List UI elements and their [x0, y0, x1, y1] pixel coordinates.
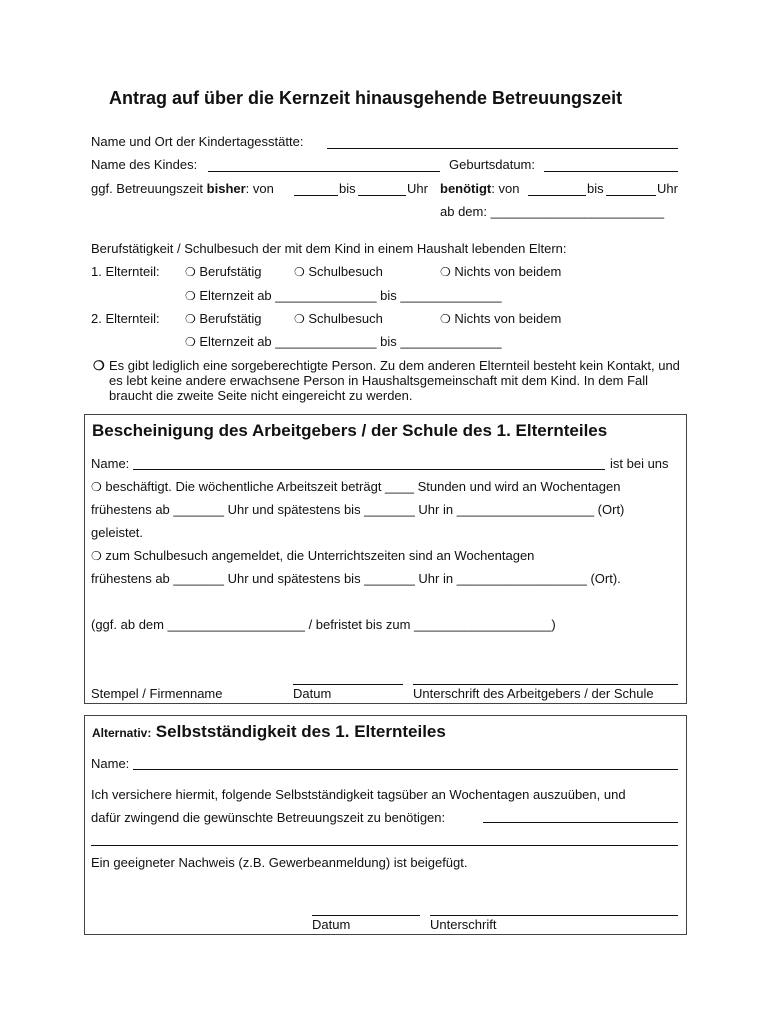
radio-circle-icon: ❍	[440, 265, 451, 279]
single-parent-radio-icon[interactable]: ❍	[93, 358, 105, 373]
elternzeit-label: Elternzeit ab ______________ bis ______________	[199, 288, 502, 303]
self-name-field[interactable]	[133, 769, 678, 770]
ab-dem-field[interactable]: ab dem: ________________________	[440, 204, 665, 219]
birthdate-field[interactable]	[544, 171, 678, 172]
radio-circle-icon: ❍	[294, 312, 305, 326]
care-time-prefix: ggf. Betreuungszeit	[91, 181, 204, 196]
none-label: Nichts von beidem	[454, 311, 562, 326]
none-label: Nichts von beidem	[454, 264, 562, 279]
self-date-line[interactable]	[312, 915, 420, 916]
radio-circle-icon: ❍	[185, 265, 196, 279]
school-option[interactable]	[91, 548, 534, 564]
parent1-none-option[interactable]	[440, 264, 561, 280]
radio-circle-icon: ❍	[185, 289, 196, 303]
kita-field[interactable]	[327, 148, 678, 149]
assurance-line-2: dafür zwingend die gewünschte Betreuungszeit zu benötigen:	[91, 810, 446, 825]
stamp-label: Stempel / Firmenname	[91, 686, 223, 701]
earliest-line-2[interactable]: frühestens ab _______ Uhr und spätestens bis _______ Uhr in __________________ (Ort).	[91, 571, 621, 586]
care-uhr-label: Uhr	[407, 181, 428, 196]
assurance-line-1: Ich versichere hiermit, folgende Selbstständigkeit tagsüber an Wochentagen auszuüben, und	[91, 787, 626, 802]
parent1-work-option[interactable]	[185, 264, 262, 280]
radio-circle-icon: ❍	[294, 265, 305, 279]
alternative-label: Alternativ:	[92, 726, 152, 740]
care-time-row	[91, 181, 274, 197]
parent1-school-option[interactable]	[294, 264, 383, 280]
self-signature-line[interactable]	[430, 915, 678, 916]
self-activity-field-2[interactable]	[91, 845, 678, 846]
performed-text: geleistet.	[91, 525, 144, 540]
school-label: Schulbesuch	[308, 311, 383, 326]
self-heading: Selbstständigkeit des 1. Elternteiles	[155, 722, 446, 741]
needed-row	[440, 181, 519, 197]
work-label: Berufstätig	[199, 264, 262, 279]
earliest-line-1[interactable]: frühestens ab _______ Uhr und spätestens bis _______ Uhr in ___________________ (Ort)	[91, 502, 625, 517]
parents-intro: Berufstätigkeit / Schulbesuch der mit dem Kind in einem Haushalt lebenden Eltern:	[91, 241, 567, 256]
radio-circle-icon: ❍	[185, 335, 196, 349]
work-label: Berufstätig	[199, 311, 262, 326]
school-text: zum Schulbesuch angemeldet, die Unterrichtszeiten sind an Wochentagen	[105, 548, 535, 563]
radio-circle-icon: ❍	[91, 549, 102, 563]
employed-option[interactable]	[91, 479, 620, 495]
self-name-label: Name:	[91, 756, 130, 771]
parent2-none-option[interactable]	[440, 311, 561, 327]
parent2-elternzeit-option[interactable]	[185, 334, 502, 350]
kita-label: Name und Ort der Kindertagesstätte:	[91, 134, 304, 149]
employer-date-label: Datum	[293, 686, 332, 701]
parent2-label: 2. Elternteil:	[91, 311, 160, 326]
parent2-work-option[interactable]	[185, 311, 262, 327]
child-name-field[interactable]	[208, 171, 440, 172]
care-to-field[interactable]	[358, 195, 406, 196]
page-title: Antrag auf über die Kernzeit hinausgehende Betreuungszeit	[109, 88, 623, 108]
child-name-label: Name des Kindes:	[91, 157, 198, 172]
employer-signature-line[interactable]	[413, 684, 678, 685]
radio-circle-icon: ❍	[91, 480, 102, 494]
needed-uhr-label: Uhr	[657, 181, 678, 196]
needed-from-field[interactable]	[528, 195, 586, 196]
care-bis-label: bis	[339, 181, 356, 196]
needed-von: : von	[491, 181, 520, 196]
self-signature-label: Unterschrift	[430, 917, 497, 932]
parent1-label: 1. Elternteil:	[91, 264, 160, 279]
employer-date-line[interactable]	[293, 684, 403, 685]
care-from-field[interactable]	[294, 195, 338, 196]
needed-bis-label: bis	[587, 181, 604, 196]
self-date-label: Datum	[312, 917, 351, 932]
needed-label: benötigt	[440, 181, 492, 196]
from-date-line[interactable]: (ggf. ab dem ___________________ / befristet bis zum ___________________)	[91, 617, 556, 632]
employer-heading: Bescheinigung des Arbeitgebers / der Schule des 1. Elternteiles	[92, 421, 608, 440]
employer-name-field[interactable]	[133, 469, 605, 470]
radio-circle-icon: ❍	[440, 312, 451, 326]
birthdate-label: Geburtsdatum:	[449, 157, 535, 172]
care-time-von: : von	[245, 181, 274, 196]
employer-signature-label: Unterschrift des Arbeitgebers / der Schule	[413, 686, 654, 701]
parent2-school-option[interactable]	[294, 311, 383, 327]
school-label: Schulbesuch	[308, 264, 383, 279]
care-time-bisher: bisher	[206, 181, 246, 196]
employer-name-label: Name:	[91, 456, 130, 471]
single-parent-text: Es gibt lediglich eine sorgeberechtigte Person. Zu dem anderen Elternteil besteht kein Kontakt, und es lebt keine andere erwachsene Person in Haushaltsgemeinschaft mit dem Kind. In dem Fall braucht die zweite Seite nicht eingereicht zu werden.	[109, 358, 680, 403]
parent1-elternzeit-option[interactable]	[185, 288, 502, 304]
radio-circle-icon: ❍	[185, 312, 196, 326]
employer-name-suffix: ist bei uns	[610, 456, 669, 471]
employed-text: beschäftigt. Die wöchentliche Arbeitszeit beträgt ____ Stunden und wird an Wochentagen	[105, 479, 621, 494]
self-heading-row	[92, 722, 446, 742]
needed-to-field[interactable]	[606, 195, 656, 196]
proof-text: Ein geeigneter Nachweis (z.B. Gewerbeanmeldung) ist beigefügt.	[91, 855, 468, 870]
self-activity-field[interactable]	[483, 822, 678, 823]
elternzeit-label: Elternzeit ab ______________ bis ______________	[199, 334, 502, 349]
